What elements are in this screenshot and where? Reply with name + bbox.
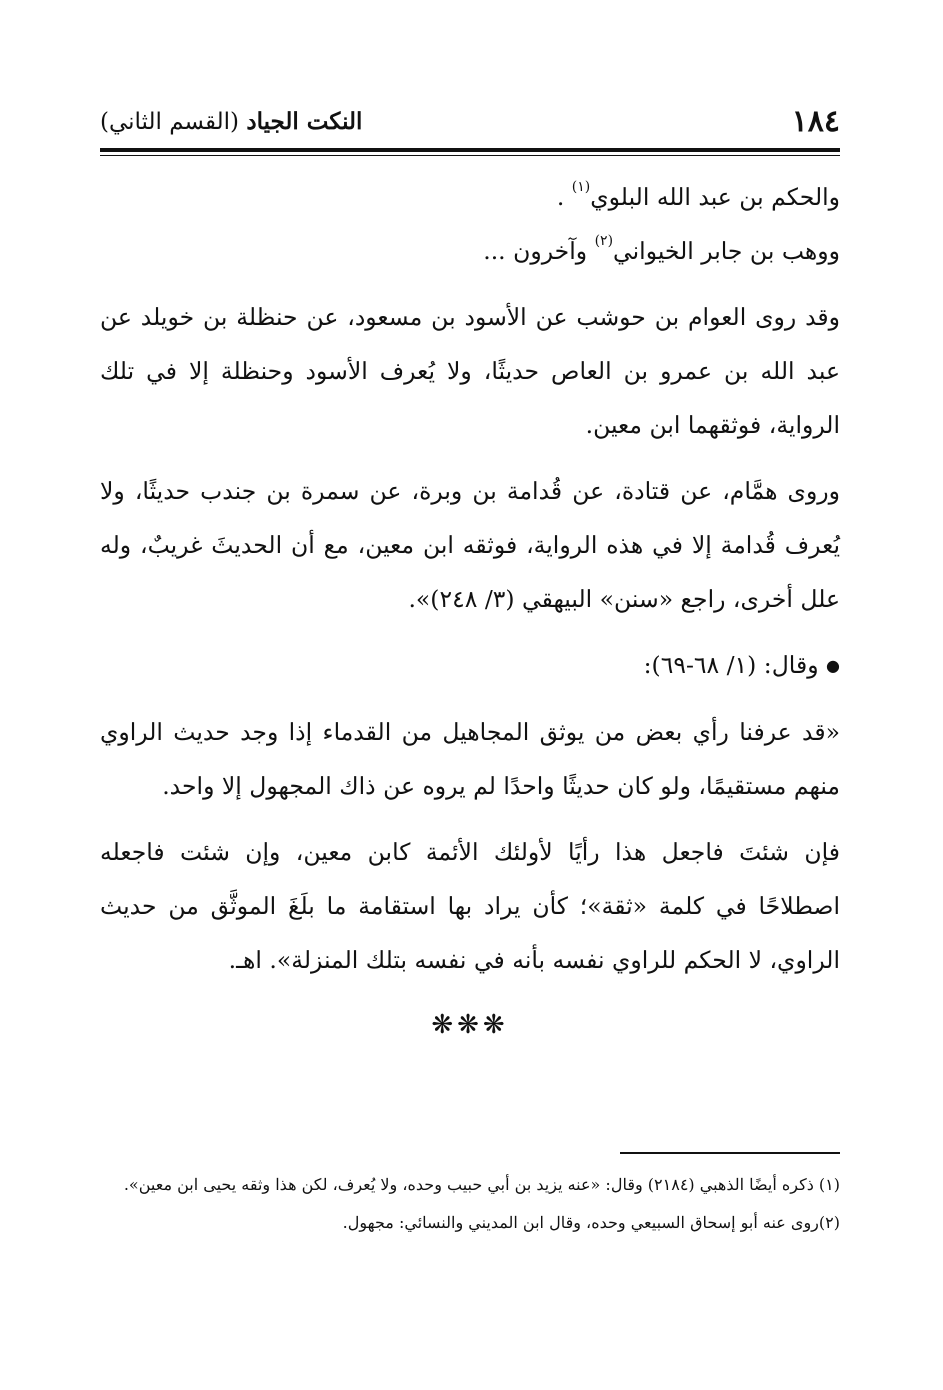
- paragraph-3: «قد عرفنا رأي بعض من يوثق المجاهيل من القدماء إذا وجد حديث الراوي منهم مستقيمًا، ولو كان حديثًا واحدًا لم يروه عن ذاك المجهول إلا واحد.: [100, 718, 840, 800]
- text-line-2: [100, 224, 840, 278]
- page-number: ١٨٤: [791, 104, 840, 139]
- running-header: [100, 100, 840, 144]
- main-text: [100, 170, 840, 999]
- header-rule-thin: [100, 155, 840, 156]
- footnote-2: (٢)روى عنه أبو إسحاق السبيعي وحده، وقال ابن المديني والنسائي: مجهول.: [342, 1213, 840, 1232]
- bullet-line-text: وقال: (١/ ٦٨-٦٩):: [643, 651, 819, 679]
- header-rule-thick: [100, 148, 840, 152]
- footnote-1: (١) ذكره أيضًا الذهبي (٢١٨٤) وقال: «عنه يزيد بن أبي حبيب وحده، ولا يُعرف، لكن هذا وثقه يحيى ابن معين».: [123, 1175, 840, 1194]
- line-1-text: والحكم بن عبد الله البلوي: [590, 183, 840, 211]
- footnotes: [100, 1168, 840, 1244]
- section-label: (القسم الثاني): [100, 109, 240, 135]
- line-2-text-b: وآخرون ...: [483, 237, 588, 265]
- running-title: [100, 108, 362, 136]
- line-2-text-a: ووهب بن جابر الخيواني: [613, 237, 840, 265]
- footnote-marker-2: (٢): [594, 233, 614, 249]
- paragraph-1: وقد روى العوام بن حوشب عن الأسود بن مسعود، عن حنظلة بن خويلد عن عبد الله بن عمرو بن العاص حديثًا، ولا يُعرف الأسود وحنظلة إلا في تلك الرواية، فوثقهما ابن معين.: [100, 303, 840, 439]
- line-1-end: .: [556, 183, 565, 211]
- section-separator: ❋❋❋: [431, 1010, 509, 1040]
- bullet-icon: ●: [826, 656, 840, 675]
- footnote-rule: [620, 1152, 840, 1154]
- text-line-1: [100, 170, 840, 224]
- paragraph-4: فإن شئتَ فاجعل هذا رأيًا لأولئك الأئمة كابن معين، وإن شئت فاجعله اصطلاحًا في كلمة «ثقة»؛ كأن يراد بها استقامة ما بلَغَ الموثَّق من حديث الراوي، لا الحكم للراوي نفسه بأنه في نفسه بتلك المنزلة». اهـ.: [100, 838, 840, 974]
- footnote-marker-1: (١): [571, 179, 591, 195]
- bullet-line: [100, 638, 840, 693]
- book-title: النكت الجياد: [246, 108, 363, 135]
- paragraph-2: وروى همَّام، عن قتادة، عن قُدامة بن وبرة، عن سمرة بن جندب حديثًا، ولا يُعرف قُدامة إلا في هذه الرواية، فوثقه ابن معين، مع أن الحديثَ غريبٌ، وله علل أخرى، راجع «سنن» البيهقي (٣/ ٢٤٨)».: [100, 477, 840, 613]
